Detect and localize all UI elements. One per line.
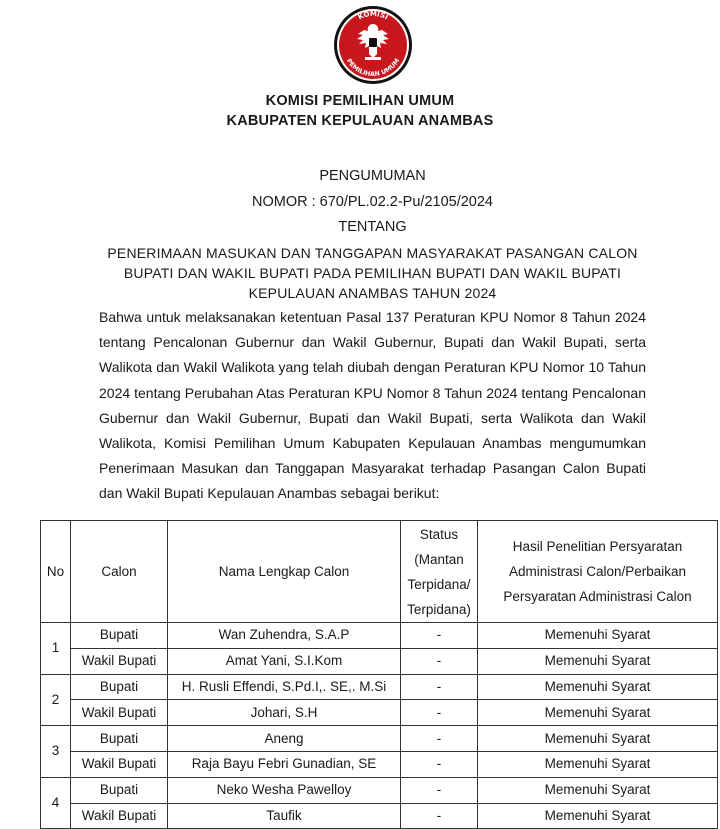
cell-status: - <box>401 726 478 752</box>
table-row <box>41 700 718 726</box>
cell-hasil: Memenuhi Syarat <box>478 700 718 726</box>
cell-nama: Johari, S.H <box>168 700 401 726</box>
cell-no: 1 <box>41 623 71 675</box>
cell-calon: Wakil Bupati <box>71 751 168 777</box>
cell-no: 3 <box>41 726 71 778</box>
kpu-logo <box>333 2 413 88</box>
cell-hasil: Memenuhi Syarat <box>478 648 718 674</box>
cell-no: 2 <box>41 674 71 726</box>
cell-nama: Aneng <box>168 726 401 752</box>
cell-status: - <box>401 777 478 803</box>
cell-nama: Raja Bayu Febri Gunadian, SE <box>168 751 401 777</box>
cell-hasil: Memenuhi Syarat <box>478 623 718 649</box>
cell-calon: Bupati <box>71 726 168 752</box>
announcement-about: TENTANG <box>338 219 407 235</box>
cell-status: - <box>401 803 478 829</box>
cell-calon: Wakil Bupati <box>71 803 168 829</box>
organization-name: KOMISI PEMILIHAN UMUM <box>265 93 455 109</box>
cell-nama: Taufik <box>168 803 401 829</box>
announcement-number: NOMOR : 670/PL.02.2-Pu/2105/2024 <box>251 194 493 210</box>
cell-status: - <box>401 623 478 649</box>
cell-hasil: Memenuhi Syarat <box>478 751 718 777</box>
table-row <box>41 726 718 752</box>
cell-calon: Bupati <box>71 777 168 803</box>
cell-status: - <box>401 674 478 700</box>
table-row <box>41 751 718 777</box>
table-row <box>41 648 718 674</box>
logo-text-bottom: PEMILIHAN UMUM <box>344 57 402 79</box>
announcement-title: PENGUMUMAN <box>319 168 426 184</box>
table-row <box>41 623 718 649</box>
cell-hasil: Memenuhi Syarat <box>478 674 718 700</box>
header-nama: Nama Lengkap Calon <box>168 521 401 623</box>
header-hasil: Hasil Penelitian Persyaratan Administrasi Calon/Perbaikan Persyaratan Administrasi Calon <box>478 521 718 623</box>
cell-hasil: Memenuhi Syarat <box>478 726 718 752</box>
cell-hasil: Memenuhi Syarat <box>478 777 718 803</box>
logo-text-top: KOMISI <box>356 9 390 22</box>
table-header-row <box>41 521 718 623</box>
cell-nama: H. Rusli Effendi, S.Pd.I,. SE,. M.Si <box>168 674 401 700</box>
cell-nama: Wan Zuhendra, S.A.P <box>168 623 401 649</box>
header-status: Status (Mantan Terpidana/ Terpidana) <box>401 521 478 623</box>
cell-hasil: Memenuhi Syarat <box>478 803 718 829</box>
cell-calon: Bupati <box>71 674 168 700</box>
cell-no: 4 <box>41 777 71 829</box>
header-no: No <box>41 521 71 623</box>
cell-status: - <box>401 751 478 777</box>
announcement-body: Bahwa untuk melaksanakan ketentuan Pasal 137 Peraturan KPU Nomor 8 Tahun 2024 tentang Pencalonan Gubernur dan Wakil Gubernur, Bupati dan Wakil Bupati, serta Walikota dan Wakil Walikota yang telah diubah dengan Peraturan KPU Nomor 10 Tahun 2024 tentang Perubahan Atas Peraturan KPU Nomor 8 Tahun 2024 tentang Pencalonan Gubernur dan Wakil Gubernur, Bupati dan Wakil Bupati, serta Walikota dan Wakil Walikota, Komisi Pemilihan Umum Kabupaten Kepulauan Anambas mengumumkan Penerimaan Masukan dan Tanggapan Masyarakat terhadap Pasangan Calon Bupati dan Wakil Bupati Kepulauan Anambas sebagai berikut: <box>99 309 646 502</box>
announcement-subject: PENERIMAAN MASUKAN DAN TANGGAPAN MASYARAKAT PASANGAN CALON BUPATI DAN WAKIL BUPATI PADA PEMILIHAN BUPATI DAN WAKIL BUPATI KEPULAUAN ANAMBAS TAHUN 2024 <box>107 245 638 301</box>
cell-calon: Bupati <box>71 623 168 649</box>
cell-calon: Wakil Bupati <box>71 648 168 674</box>
organization-region: KABUPATEN KEPULAUAN ANAMBAS <box>226 113 494 129</box>
candidate-table <box>40 520 718 829</box>
table-row <box>41 674 718 700</box>
cell-status: - <box>401 700 478 726</box>
table-row <box>41 777 718 803</box>
cell-nama: Neko Wesha Pawelloy <box>168 777 401 803</box>
cell-status: - <box>401 648 478 674</box>
header-calon: Calon <box>71 521 168 623</box>
cell-nama: Amat Yani, S.I.Kom <box>168 648 401 674</box>
table-row <box>41 803 718 829</box>
cell-calon: Wakil Bupati <box>71 700 168 726</box>
